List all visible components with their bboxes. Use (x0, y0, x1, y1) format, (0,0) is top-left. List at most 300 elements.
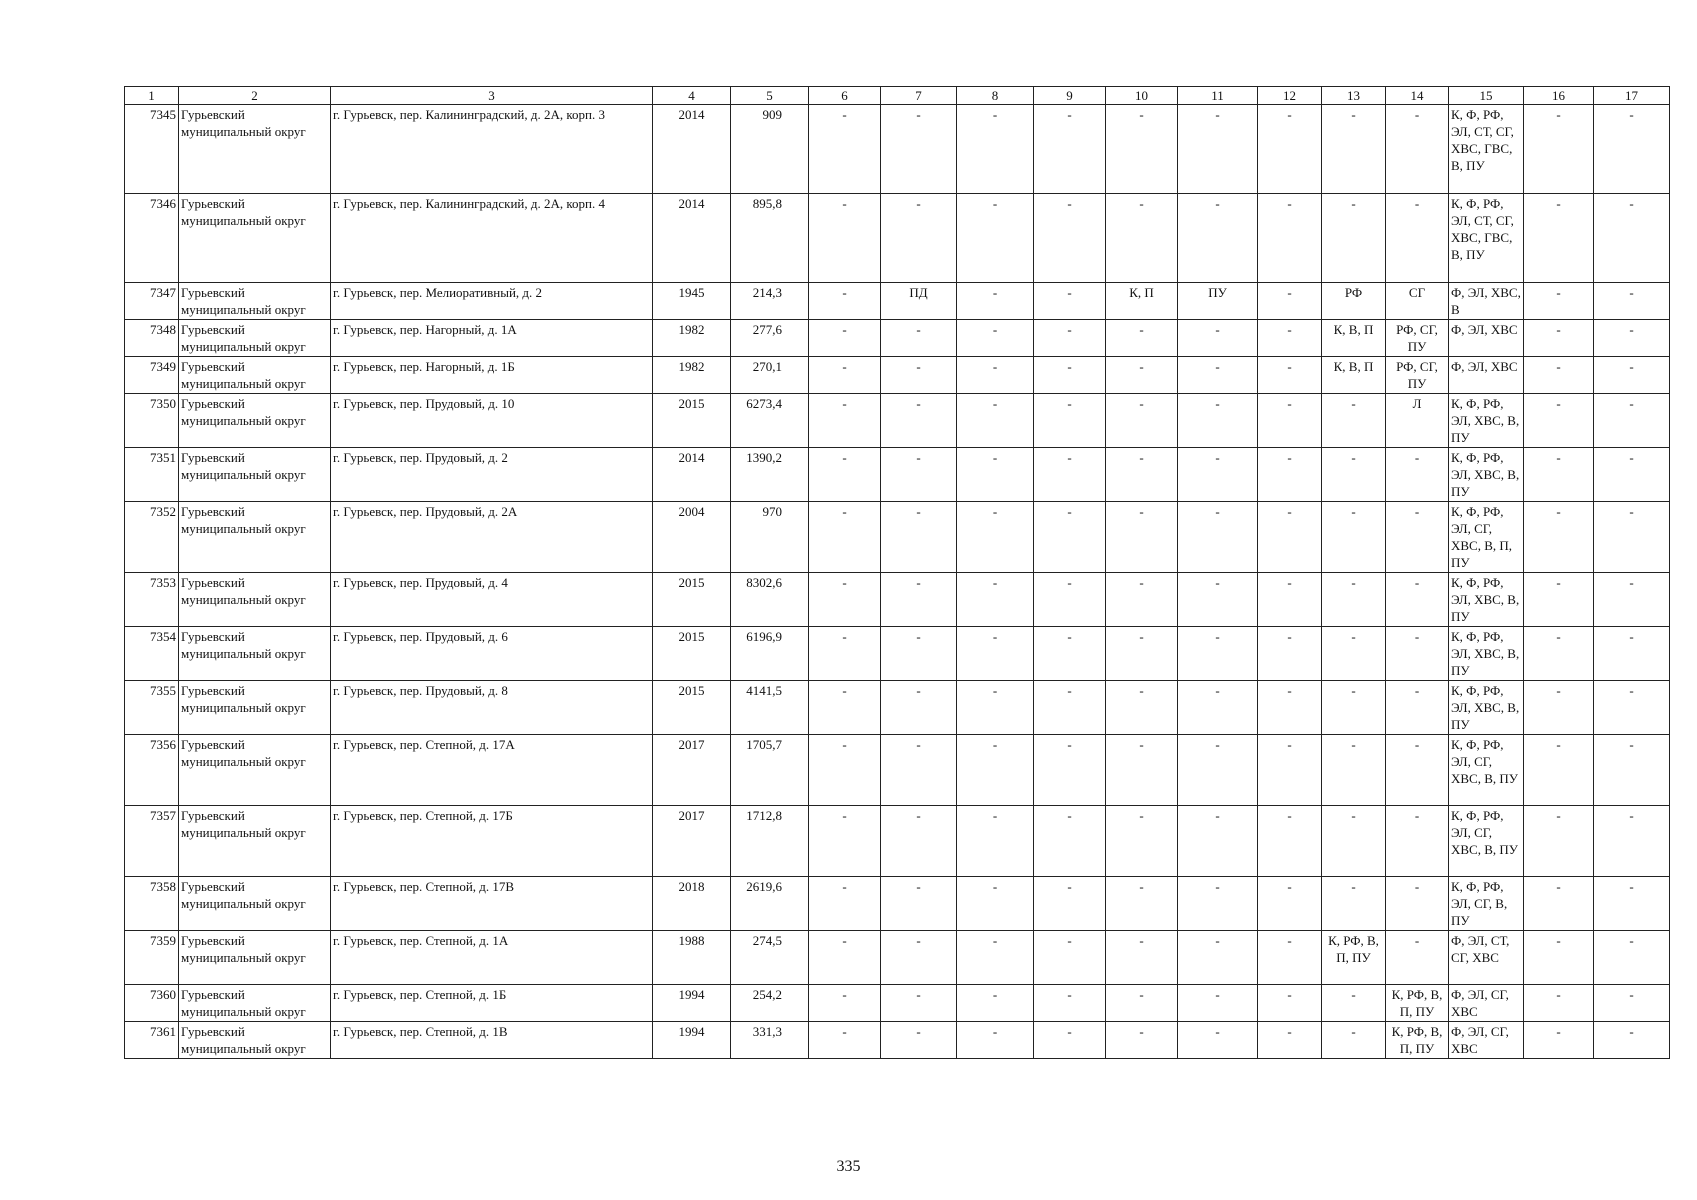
table-cell: - (1034, 448, 1106, 502)
table-cell: - (1034, 573, 1106, 627)
table-cell: - (1034, 320, 1106, 357)
table-cell: - (1258, 448, 1322, 502)
table-cell: К, Ф, РФ, ЭЛ, СТ, СГ, ХВС, ГВС, В, ПУ (1449, 105, 1524, 194)
table-cell: - (1386, 502, 1449, 573)
table-cell: - (1034, 283, 1106, 320)
table-cell: - (809, 357, 881, 394)
table-cell: - (957, 105, 1034, 194)
table-cell: - (1594, 1022, 1670, 1059)
table-cell: - (1106, 320, 1178, 357)
table-cell: - (1524, 502, 1594, 573)
table-cell: 270,1 (731, 357, 809, 394)
table-row (125, 681, 1670, 735)
table-cell: - (881, 627, 957, 681)
table-cell: 1982 (653, 320, 731, 357)
table-cell: 1988 (653, 931, 731, 985)
table-cell: - (881, 806, 957, 877)
table-cell: - (957, 502, 1034, 573)
table-cell: Ф, ЭЛ, СГ, ХВС (1449, 985, 1524, 1022)
table-cell: - (1034, 735, 1106, 806)
table-cell: 6273,4 (731, 394, 809, 448)
table-cell: 277,6 (731, 320, 809, 357)
table-cell: - (809, 806, 881, 877)
table-cell: Ф, ЭЛ, СГ, ХВС (1449, 1022, 1524, 1059)
table-row (125, 931, 1670, 985)
table-cell: - (1034, 681, 1106, 735)
table-cell: 2004 (653, 502, 731, 573)
table-cell: Ф, ЭЛ, ХВС (1449, 320, 1524, 357)
table-cell: - (1594, 985, 1670, 1022)
table-cell: РФ, СГ, ПУ (1386, 357, 1449, 394)
table-cell: - (957, 357, 1034, 394)
table-cell: г. Гурьевск, пер. Степной, д. 17Б (331, 806, 653, 877)
table-row (125, 283, 1670, 320)
table-cell: - (881, 394, 957, 448)
table-cell: 2015 (653, 681, 731, 735)
table-cell: Ф, ЭЛ, ХВС, В (1449, 283, 1524, 320)
table-cell: К, Ф, РФ, ЭЛ, СГ, В, ПУ (1449, 877, 1524, 931)
table-cell: - (1322, 502, 1386, 573)
table-cell: К, Ф, РФ, ЭЛ, СТ, СГ, ХВС, ГВС, В, ПУ (1449, 194, 1524, 283)
table-cell: РФ (1322, 283, 1386, 320)
table-cell: - (1386, 448, 1449, 502)
table-cell: К, Ф, РФ, ЭЛ, ХВС, В, ПУ (1449, 681, 1524, 735)
table-cell: - (1594, 448, 1670, 502)
table-cell: 2014 (653, 448, 731, 502)
table-cell: - (881, 877, 957, 931)
table-row (125, 735, 1670, 806)
table-cell: - (1106, 394, 1178, 448)
table-cell: - (957, 573, 1034, 627)
table-cell: - (1258, 806, 1322, 877)
table-cell: - (1524, 194, 1594, 283)
table-cell: 7347 (125, 283, 179, 320)
table-cell: - (1034, 877, 1106, 931)
table-cell: 7360 (125, 985, 179, 1022)
column-header: 12 (1258, 87, 1322, 105)
table-cell: 2017 (653, 806, 731, 877)
table-cell: 1982 (653, 357, 731, 394)
table-cell: 6196,9 (731, 627, 809, 681)
table-cell: - (1594, 194, 1670, 283)
table-cell: г. Гурьевск, пер. Калининградский, д. 2А, корп. 3 (331, 105, 653, 194)
table-cell: - (809, 320, 881, 357)
table-cell: - (1106, 502, 1178, 573)
table-cell: Гурьевский муниципальный округ (179, 194, 331, 283)
table-cell: - (1178, 105, 1258, 194)
column-header: 6 (809, 87, 881, 105)
table-cell: - (1594, 806, 1670, 877)
table-cell: 7351 (125, 448, 179, 502)
table-cell: 1705,7 (731, 735, 809, 806)
column-header: 10 (1106, 87, 1178, 105)
table-cell: - (1178, 320, 1258, 357)
table-row (125, 320, 1670, 357)
table-cell: - (881, 1022, 957, 1059)
table-cell: - (1524, 1022, 1594, 1059)
table-cell: К, Ф, РФ, ЭЛ, СГ, ХВС, В, П, ПУ (1449, 502, 1524, 573)
table-cell: - (1258, 735, 1322, 806)
table-cell: 7348 (125, 320, 179, 357)
table-cell: г. Гурьевск, пер. Мелиоративный, д. 2 (331, 283, 653, 320)
table-cell: 274,5 (731, 931, 809, 985)
table-cell: 7352 (125, 502, 179, 573)
table-cell: - (1258, 283, 1322, 320)
table-cell: - (809, 194, 881, 283)
table-cell: - (881, 320, 957, 357)
table-cell: - (1322, 105, 1386, 194)
table-cell: - (1258, 931, 1322, 985)
table-cell: 2014 (653, 194, 731, 283)
page-number: 335 (836, 1158, 861, 1175)
header-row (125, 87, 1670, 105)
table-cell: 331,3 (731, 1022, 809, 1059)
table-cell: г. Гурьевск, пер. Степной, д. 1В (331, 1022, 653, 1059)
table-cell: - (1524, 735, 1594, 806)
table-cell: - (957, 877, 1034, 931)
table-row (125, 394, 1670, 448)
table-cell: - (1178, 357, 1258, 394)
table-cell: - (1524, 573, 1594, 627)
table-cell: - (1322, 627, 1386, 681)
table-cell: - (809, 573, 881, 627)
table-cell: - (1594, 877, 1670, 931)
table-cell: - (1106, 681, 1178, 735)
table-cell: - (881, 573, 957, 627)
table-cell: - (1178, 194, 1258, 283)
table-row (125, 502, 1670, 573)
table-cell: - (1258, 1022, 1322, 1059)
table-cell: - (1034, 931, 1106, 985)
table-cell: 7359 (125, 931, 179, 985)
table-cell: - (1524, 320, 1594, 357)
column-header: 3 (331, 87, 653, 105)
table-cell: - (1524, 931, 1594, 985)
table-cell: 2014 (653, 105, 731, 194)
column-header: 16 (1524, 87, 1594, 105)
table-cell: - (1386, 105, 1449, 194)
table-cell: - (1258, 502, 1322, 573)
column-header: 2 (179, 87, 331, 105)
table-cell: - (1594, 681, 1670, 735)
table-cell: - (809, 1022, 881, 1059)
table-cell: 214,3 (731, 283, 809, 320)
table-cell: - (1258, 627, 1322, 681)
housing-table (124, 86, 1670, 1059)
column-header: 13 (1322, 87, 1386, 105)
table-cell: - (1034, 985, 1106, 1022)
table-cell: - (1594, 502, 1670, 573)
table-cell: 7345 (125, 105, 179, 194)
table-cell: 909 (731, 105, 809, 194)
table-cell: 7350 (125, 394, 179, 448)
table-cell: - (809, 283, 881, 320)
table-cell: - (881, 985, 957, 1022)
table-cell: К, В, П (1322, 320, 1386, 357)
table-cell: - (1034, 357, 1106, 394)
table-cell: - (1386, 194, 1449, 283)
table-cell: - (1386, 931, 1449, 985)
table-cell: 7361 (125, 1022, 179, 1059)
table-cell: - (957, 320, 1034, 357)
table-cell: Гурьевский муниципальный округ (179, 806, 331, 877)
table-cell: - (957, 627, 1034, 681)
table-cell: - (809, 105, 881, 194)
table-cell: - (1178, 573, 1258, 627)
table-cell: 7355 (125, 681, 179, 735)
table-cell: - (809, 394, 881, 448)
table-cell: - (881, 681, 957, 735)
table-cell: - (1524, 448, 1594, 502)
table-cell: г. Гурьевск, пер. Степной, д. 1А (331, 931, 653, 985)
table-cell: - (1258, 985, 1322, 1022)
table-cell: - (1594, 931, 1670, 985)
table-row (125, 985, 1670, 1022)
table-cell: - (1106, 735, 1178, 806)
table-cell: РФ, СГ, ПУ (1386, 320, 1449, 357)
table-cell: - (1258, 573, 1322, 627)
table-cell: - (809, 627, 881, 681)
table-cell: К, П (1106, 283, 1178, 320)
table-row (125, 357, 1670, 394)
table-cell: - (1258, 194, 1322, 283)
table-cell: Гурьевский муниципальный округ (179, 105, 331, 194)
table-cell: - (957, 985, 1034, 1022)
table-cell: Гурьевский муниципальный округ (179, 573, 331, 627)
column-header: 9 (1034, 87, 1106, 105)
table-cell: Л (1386, 394, 1449, 448)
table-cell: - (957, 931, 1034, 985)
table-cell: 1945 (653, 283, 731, 320)
table-cell: - (809, 931, 881, 985)
table-row (125, 448, 1670, 502)
table-cell: - (1106, 448, 1178, 502)
table-cell: - (1524, 806, 1594, 877)
table-cell: - (957, 448, 1034, 502)
table-cell: - (1178, 502, 1258, 573)
table-cell: - (1106, 931, 1178, 985)
table-cell: - (1322, 806, 1386, 877)
table-cell: 4141,5 (731, 681, 809, 735)
table-cell: Гурьевский муниципальный округ (179, 627, 331, 681)
table-row (125, 877, 1670, 931)
table-row (125, 627, 1670, 681)
table-cell: - (1322, 735, 1386, 806)
table-cell: г. Гурьевск, пер. Степной, д. 1Б (331, 985, 653, 1022)
table-cell: 2018 (653, 877, 731, 931)
table-cell: - (1524, 877, 1594, 931)
table-cell: - (1594, 394, 1670, 448)
table-cell: Гурьевский муниципальный округ (179, 283, 331, 320)
column-header: 17 (1594, 87, 1670, 105)
table-cell: 1994 (653, 985, 731, 1022)
table-cell: К, РФ, В, П, ПУ (1386, 985, 1449, 1022)
table-cell: г. Гурьевск, пер. Нагорный, д. 1Б (331, 357, 653, 394)
table-cell: г. Гурьевск, пер. Прудовый, д. 10 (331, 394, 653, 448)
table-cell: К, Ф, РФ, ЭЛ, ХВС, В, ПУ (1449, 573, 1524, 627)
table-cell: - (1524, 357, 1594, 394)
table-cell: - (1106, 985, 1178, 1022)
table-cell: 895,8 (731, 194, 809, 283)
table-cell: 7357 (125, 806, 179, 877)
table-cell: - (1258, 394, 1322, 448)
table-cell: г. Гурьевск, пер. Калининградский, д. 2А, корп. 4 (331, 194, 653, 283)
table-cell: К, РФ, В, П, ПУ (1322, 931, 1386, 985)
table-cell: - (809, 502, 881, 573)
table-cell: 7354 (125, 627, 179, 681)
table-cell: - (1258, 357, 1322, 394)
table-cell: СГ (1386, 283, 1449, 320)
table-cell: К, Ф, РФ, ЭЛ, СГ, ХВС, В, ПУ (1449, 735, 1524, 806)
table-cell: К, Ф, РФ, ЭЛ, ХВС, В, ПУ (1449, 627, 1524, 681)
table-cell: 1994 (653, 1022, 731, 1059)
table-cell: - (1034, 502, 1106, 573)
table-cell: - (1594, 105, 1670, 194)
table-cell: - (881, 194, 957, 283)
table-cell: - (957, 1022, 1034, 1059)
table-cell: 7353 (125, 573, 179, 627)
column-header: 8 (957, 87, 1034, 105)
table-cell: - (809, 448, 881, 502)
table-cell: - (1034, 105, 1106, 194)
table-cell: - (1034, 194, 1106, 283)
table-cell: г. Гурьевск, пер. Прудовый, д. 6 (331, 627, 653, 681)
table-cell: - (1106, 573, 1178, 627)
table-cell: 2619,6 (731, 877, 809, 931)
table-cell: - (1258, 877, 1322, 931)
table-cell: - (1178, 394, 1258, 448)
table-cell: - (957, 194, 1034, 283)
table-row (125, 105, 1670, 194)
table-cell: Ф, ЭЛ, СТ, СГ, ХВС (1449, 931, 1524, 985)
table-cell: - (1386, 877, 1449, 931)
table-cell: г. Гурьевск, пер. Степной, д. 17В (331, 877, 653, 931)
table-cell: - (1594, 735, 1670, 806)
table-cell: - (1322, 681, 1386, 735)
table-cell: - (809, 681, 881, 735)
table-cell: - (881, 105, 957, 194)
table-cell: К, Ф, РФ, ЭЛ, ХВС, В, ПУ (1449, 394, 1524, 448)
table-cell: - (1106, 1022, 1178, 1059)
table-cell: - (1322, 985, 1386, 1022)
table-cell: - (1524, 985, 1594, 1022)
table-cell: Гурьевский муниципальный округ (179, 448, 331, 502)
table-cell: - (1524, 394, 1594, 448)
table-cell: 2015 (653, 394, 731, 448)
table-cell: Ф, ЭЛ, ХВС (1449, 357, 1524, 394)
table-cell: - (1178, 735, 1258, 806)
table-cell: - (1258, 105, 1322, 194)
table-cell: 7358 (125, 877, 179, 931)
table-cell: - (1524, 283, 1594, 320)
table-cell: 2015 (653, 573, 731, 627)
table-cell: 1390,2 (731, 448, 809, 502)
column-header: 15 (1449, 87, 1524, 105)
table-cell: К, РФ, В, П, ПУ (1386, 1022, 1449, 1059)
table-cell: - (1594, 573, 1670, 627)
table-cell: - (1178, 448, 1258, 502)
table-cell: К, В, П (1322, 357, 1386, 394)
table-cell: - (1386, 573, 1449, 627)
table-cell: Гурьевский муниципальный округ (179, 735, 331, 806)
table-cell: - (1322, 1022, 1386, 1059)
table-cell: - (1178, 627, 1258, 681)
table-cell: г. Гурьевск, пер. Прудовый, д. 2 (331, 448, 653, 502)
table-cell: - (1258, 320, 1322, 357)
table-row (125, 806, 1670, 877)
table-row (125, 573, 1670, 627)
table-cell: - (1106, 194, 1178, 283)
table-cell: - (1258, 681, 1322, 735)
table-cell: - (957, 681, 1034, 735)
table-cell: - (1178, 681, 1258, 735)
table-cell: - (1594, 357, 1670, 394)
table-cell: - (1322, 194, 1386, 283)
table-cell: - (881, 357, 957, 394)
table-cell: - (1386, 806, 1449, 877)
table-row (125, 194, 1670, 283)
table-cell: Гурьевский муниципальный округ (179, 502, 331, 573)
table-cell: - (1322, 448, 1386, 502)
table-cell: - (881, 735, 957, 806)
column-header: 7 (881, 87, 957, 105)
table-cell: - (1524, 105, 1594, 194)
table-cell: - (1594, 627, 1670, 681)
table-cell: - (1386, 627, 1449, 681)
table-cell: - (1524, 681, 1594, 735)
table-cell: - (1322, 573, 1386, 627)
table-cell: ПУ (1178, 283, 1258, 320)
table-cell: 970 (731, 502, 809, 573)
table-cell: - (957, 735, 1034, 806)
table-cell: г. Гурьевск, пер. Прудовый, д. 8 (331, 681, 653, 735)
table-cell: - (809, 735, 881, 806)
table-cell: - (1034, 806, 1106, 877)
table-cell: Гурьевский муниципальный округ (179, 320, 331, 357)
table-cell: 7356 (125, 735, 179, 806)
table-cell: - (1178, 806, 1258, 877)
column-header: 5 (731, 87, 809, 105)
table-cell: 2017 (653, 735, 731, 806)
table-cell: г. Гурьевск, пер. Прудовый, д. 4 (331, 573, 653, 627)
column-header: 14 (1386, 87, 1449, 105)
table-cell: - (881, 502, 957, 573)
table-cell: - (1524, 627, 1594, 681)
column-header: 11 (1178, 87, 1258, 105)
table-cell: 7346 (125, 194, 179, 283)
table-cell: - (957, 806, 1034, 877)
table-cell: - (809, 877, 881, 931)
table-cell: - (1386, 681, 1449, 735)
table-cell: - (1178, 931, 1258, 985)
table-cell: Гурьевский муниципальный округ (179, 985, 331, 1022)
table-row (125, 1022, 1670, 1059)
table-cell: Гурьевский муниципальный округ (179, 931, 331, 985)
table-cell: - (957, 394, 1034, 448)
table-cell: 7349 (125, 357, 179, 394)
table-cell: 1712,8 (731, 806, 809, 877)
table-cell: 2015 (653, 627, 731, 681)
table-cell: - (1594, 283, 1670, 320)
table-cell: - (1594, 320, 1670, 357)
table-cell: г. Гурьевск, пер. Прудовый, д. 2А (331, 502, 653, 573)
table-cell: - (881, 448, 957, 502)
column-header: 4 (653, 87, 731, 105)
table-cell: г. Гурьевск, пер. Нагорный, д. 1А (331, 320, 653, 357)
table-cell: - (1106, 105, 1178, 194)
table-cell: Гурьевский муниципальный округ (179, 357, 331, 394)
table-cell: К, Ф, РФ, ЭЛ, СГ, ХВС, В, ПУ (1449, 806, 1524, 877)
